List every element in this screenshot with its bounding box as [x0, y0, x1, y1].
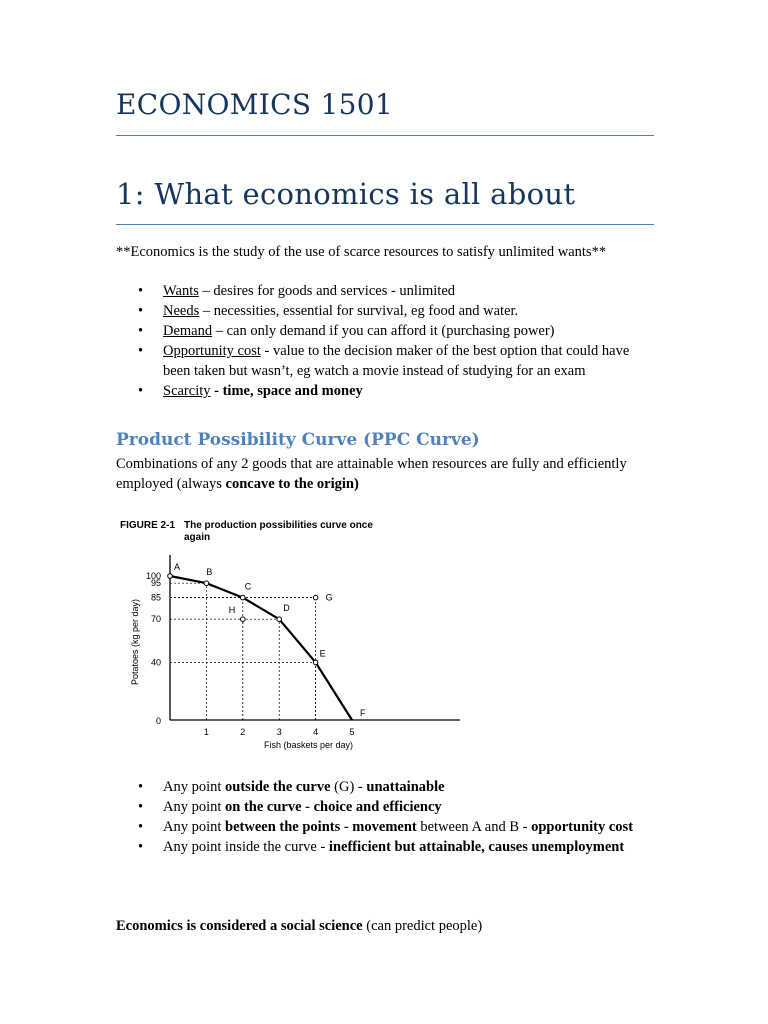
- ppc-description: [116, 454, 656, 494]
- data-point-label: F: [360, 708, 366, 718]
- bullet-icon: •: [138, 799, 144, 815]
- point-text: Any point: [163, 799, 226, 815]
- list-item: [116, 321, 656, 341]
- ppc-description-bold: concave to the origin): [225, 476, 359, 492]
- x-tick-label: 1: [203, 727, 209, 737]
- y-tick-label: 40: [150, 657, 161, 668]
- data-point-label: G: [325, 592, 333, 603]
- bullet-icon: •: [138, 343, 144, 359]
- data-point-label: C: [244, 581, 252, 592]
- list-item: [116, 281, 656, 301]
- list-item: [116, 381, 656, 401]
- point-text: between A and B -: [416, 819, 532, 835]
- definitions-list: [116, 281, 656, 401]
- list-item: [116, 301, 656, 321]
- closing-statement: [116, 916, 656, 936]
- point-text: Any point inside the curve -: [163, 839, 329, 855]
- point-bold: outside the curve: [225, 779, 331, 795]
- data-point-label: D: [283, 603, 290, 614]
- list-item: [116, 817, 656, 837]
- data-point: [241, 595, 246, 600]
- closing-bold: Economics is considered a social science: [116, 918, 363, 934]
- chapter-divider: [116, 224, 654, 225]
- definition-term: Scarcity: [163, 383, 211, 399]
- data-point: [204, 581, 209, 586]
- data-point-label: H: [228, 605, 236, 616]
- data-point: [277, 617, 282, 622]
- bullet-icon: •: [138, 383, 144, 399]
- x-tick-label: 2: [240, 727, 246, 737]
- y-tick-label: 95: [150, 578, 161, 589]
- point-text: Any point: [163, 779, 226, 795]
- figure-label: FIGURE 2-1: [120, 520, 176, 531]
- point-bold: inefficient but attainable, causes unemployment: [328, 839, 625, 855]
- list-item: [116, 837, 656, 857]
- bullet-icon: •: [138, 779, 144, 795]
- definition-term: Needs: [163, 303, 200, 319]
- point-bold: opportunity cost: [531, 819, 634, 835]
- x-tick-label: 4: [313, 727, 319, 737]
- point-bold: on the curve - choice and efficiency: [225, 799, 442, 815]
- point-text: Any point: [163, 819, 226, 835]
- list-item: [116, 797, 656, 817]
- y-axis-label: Potatoes (kg per day): [130, 598, 140, 685]
- definition-term: Wants: [163, 283, 199, 299]
- title-divider: [116, 135, 654, 136]
- data-point-label: B: [206, 567, 213, 578]
- data-point: [313, 660, 318, 665]
- y-tick-label: 70: [150, 614, 161, 625]
- definition-bold-text: - time, space and money: [210, 383, 363, 399]
- bullet-icon: •: [138, 839, 144, 855]
- x-tick-label: 5: [349, 727, 355, 737]
- definition-text: – can only demand if you can afford it (purchasing power): [212, 323, 555, 339]
- x-axis-label: Fish (baskets per day): [264, 740, 354, 750]
- y-tick-label: 100: [145, 571, 161, 581]
- y-tick-label: 0: [155, 716, 161, 726]
- document-title: ECONOMICS 1501: [116, 88, 393, 121]
- data-point-label: A: [174, 562, 181, 572]
- point-text: (G) -: [330, 779, 367, 795]
- ppc-points-list: [116, 777, 656, 857]
- chapter-heading: 1: What economics is all about: [116, 177, 576, 211]
- y-tick-label: 85: [150, 592, 161, 603]
- data-point-label: E: [319, 648, 326, 659]
- definition-term: Demand: [163, 323, 213, 339]
- data-point: [241, 617, 246, 622]
- definition-text: – desires for goods and services - unlimited: [198, 283, 455, 299]
- point-bold: unattainable: [366, 779, 445, 795]
- point-bold: between the points - movement: [225, 819, 417, 835]
- data-point: [168, 574, 173, 579]
- ppc-description-text: Combinations of any 2 goods that are attainable when resources are fully and efficiently employed (always: [116, 456, 627, 492]
- ppc-chart: [116, 510, 466, 760]
- intro-definition: **Economics is the study of the use of scarce resources to satisfy unlimited wants**: [116, 244, 607, 260]
- definition-text: - value to the decision maker of the best option that could have been taken but wasn’t, eg watch a movie instead of studying for an exam: [163, 343, 630, 379]
- x-tick-label: 3: [276, 727, 282, 737]
- closing-text: (can predict people): [362, 918, 483, 934]
- list-item: [116, 777, 656, 797]
- bullet-icon: •: [138, 819, 144, 835]
- bullet-icon: •: [138, 323, 144, 339]
- list-item: [116, 341, 656, 381]
- definition-text: – necessities, essential for survival, eg food and water.: [199, 303, 519, 319]
- definition-term: Opportunity cost: [163, 343, 261, 359]
- ppc-heading: Product Possibility Curve (PPC Curve): [116, 430, 480, 450]
- bullet-icon: •: [138, 283, 144, 299]
- chart-marks: [168, 562, 366, 720]
- figure-caption-line2: again: [184, 532, 211, 543]
- bullet-icon: •: [138, 303, 144, 319]
- figure-caption-line1: The production possibilities curve once: [184, 520, 373, 531]
- data-point: [313, 595, 318, 600]
